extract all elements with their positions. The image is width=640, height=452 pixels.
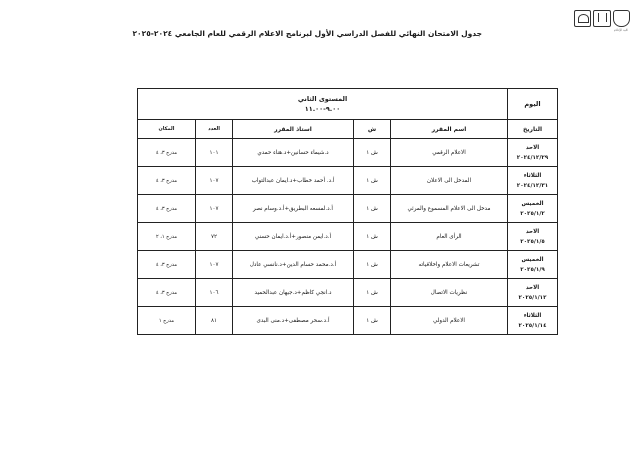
day-name: الخميس	[521, 256, 544, 263]
exam-date: ٢٠٢٤/١٢/٢٩	[516, 154, 549, 161]
logo-book-icon	[593, 10, 610, 27]
exam-place: مدرج ٣، ٤	[138, 167, 196, 195]
table-row	[138, 307, 558, 335]
exam-date: ٢٠٢٥/١/١٢	[518, 294, 547, 301]
section: ش ١	[354, 139, 391, 167]
exam-date: ٢٠٢٥/١/٩	[520, 266, 545, 273]
exam-schedule-table	[137, 88, 558, 335]
section: ش ١	[354, 279, 391, 307]
column-header-place: المكان	[138, 120, 196, 139]
student-count: ١٠٧	[196, 195, 233, 223]
student-count: ١٠٦	[196, 279, 233, 307]
professor: أ.د. أحمد خطاب+د.ايمان عبدالتواب	[233, 167, 354, 195]
student-count: ١٠١	[196, 139, 233, 167]
course-name: الاعلام الدولي	[391, 307, 508, 335]
day-name: الثلاثاء	[523, 312, 542, 319]
day-name: الاحد	[525, 144, 540, 151]
day-name: الاحد	[525, 284, 540, 291]
level-header	[138, 89, 508, 120]
table-row	[138, 223, 558, 251]
course-name: المدخل الى الاعلان	[391, 167, 508, 195]
professor: أ.د.ايمن منصور+أ.د.ايمان حسني	[233, 223, 354, 251]
course-name: مدخل الى الاعلام المسموع والمرئي	[391, 195, 508, 223]
exam-time: ٩.٠٠-١١.٠٠	[304, 105, 341, 113]
column-header-course: اسم المقرر	[391, 120, 508, 139]
course-name: نظريات الاتصال	[391, 279, 508, 307]
course-name: الرأى العام	[391, 223, 508, 251]
professor: د.شيماء حسانين+د.هناء حمدي	[233, 139, 354, 167]
header-row-columns	[138, 120, 558, 139]
professor: أ.د.محمد حسام الدين+د.نانسي عادل	[233, 251, 354, 279]
professor: د.انجي كاظم+د.جيهان عبدالحميد	[233, 279, 354, 307]
student-count: ٧٢	[196, 223, 233, 251]
section: ش ١	[354, 223, 391, 251]
column-header-professor: استاذ المقرر	[233, 120, 354, 139]
logo-arch-icon	[574, 10, 591, 27]
day-date-cell	[508, 139, 558, 167]
document-title: جدول الامتحان النهائي للفصل الدراسي الأول لبرنامج الاعلام الرقمي للعام الجامعي ٢٠٢٤-٢٠٢٥	[132, 29, 482, 38]
section: ش ١	[354, 167, 391, 195]
day-name: الاحد	[525, 228, 540, 235]
level-title: المستوى الثاني	[297, 95, 348, 103]
exam-place: مدرج ٣، ٤	[138, 195, 196, 223]
section: ش ١	[354, 195, 391, 223]
day-name: الخميس	[521, 200, 544, 207]
professor: أ.د.سحر مصطفى+د.منى البدى	[233, 307, 354, 335]
day-date-cell	[508, 195, 558, 223]
section: ش ١	[354, 307, 391, 335]
exam-date: ٢٠٢٥/١/٥	[520, 238, 545, 245]
day-date-cell	[508, 223, 558, 251]
exam-place: مدرج ٣، ٤	[138, 251, 196, 279]
day-date-cell	[508, 251, 558, 279]
exam-date: ٢٠٢٥/١/١٤	[518, 322, 547, 329]
course-name: الاعلام الرقمي	[391, 139, 508, 167]
day-date-cell	[508, 167, 558, 195]
student-count: ٨١	[196, 307, 233, 335]
table-row	[138, 139, 558, 167]
exam-place: مدرج ٣، ٤	[138, 279, 196, 307]
table-row	[138, 195, 558, 223]
day-header: اليوم	[508, 89, 558, 120]
course-name: تشريعات الاعلام واخلاقياته	[391, 251, 508, 279]
exam-place: مدرج ١، ٢	[138, 223, 196, 251]
day-date-cell	[508, 279, 558, 307]
student-count: ١٠٧	[196, 167, 233, 195]
table-row	[138, 251, 558, 279]
day-name: الثلاثاء	[523, 172, 542, 179]
column-header-section: ش	[354, 120, 391, 139]
exam-place: مدرج ٣، ٤	[138, 139, 196, 167]
logo-caption: كلية الإعلام	[614, 28, 628, 32]
student-count: ١٠٧	[196, 251, 233, 279]
exam-date: ٢٠٢٥/١/٢	[520, 210, 545, 217]
table-row	[138, 167, 558, 195]
exam-place: مدرج ١	[138, 307, 196, 335]
logo-shield-icon	[613, 10, 630, 27]
header-row-level	[138, 89, 558, 120]
section: ش ١	[354, 251, 391, 279]
column-header-count: العدد	[196, 120, 233, 139]
column-header-date: التاريخ	[508, 120, 558, 139]
table-row	[138, 279, 558, 307]
day-date-cell	[508, 307, 558, 335]
exam-date: ٢٠٢٤/١٢/٣١	[516, 182, 549, 189]
professor: أ.د.لمسعه البطريق+أ.د.وسام نصر	[233, 195, 354, 223]
